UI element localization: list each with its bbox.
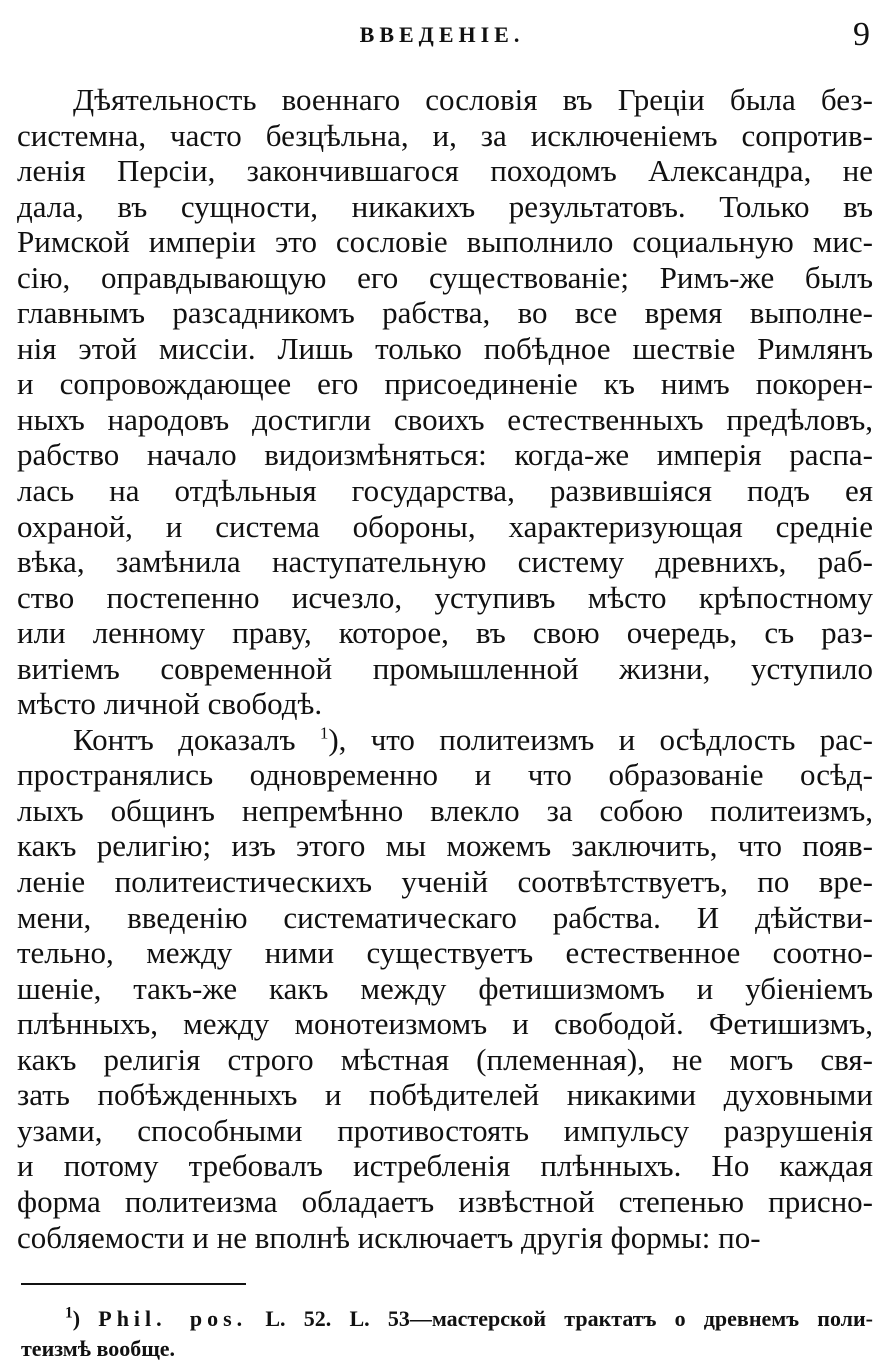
paragraph-line: сію, оправдывающую его существованіе; Римъ-же былъ (17, 259, 873, 295)
paragraph-line: рабство начало видоизмѣняться: когда-же имперія распа- (17, 437, 873, 473)
footnote-divider (21, 1283, 246, 1285)
footnote-reference[interactable]: 1 (319, 723, 329, 743)
paragraph-line: и потому требовалъ истребленія плѣнныхъ. Но каждая (17, 1148, 873, 1184)
footnote-source: Phil. pos. (98, 1306, 248, 1331)
paragraph-line (17, 722, 873, 758)
paragraph-line: леніе политеистическихъ ученій соотвѣтствуетъ, по вре- (17, 864, 873, 900)
footnote (21, 1304, 873, 1364)
paragraph-line: плѣнныхъ, между монотеизмомъ и свободой. Фетишизмъ, (17, 1006, 873, 1042)
paragraph-line: какъ религія строго мѣстная (племенная), не могъ свя- (17, 1041, 873, 1077)
paragraph-line: форма политеизма обладаетъ извѣстной степенью присно- (17, 1183, 873, 1219)
paragraph-line: пространялись одновременно и что образованіе осѣд- (17, 757, 873, 793)
paragraph-line: вѣка, замѣнила наступательную систему древнихъ, раб- (17, 544, 873, 580)
paragraph-line: дала, въ сущности, никакихъ результатовъ. Только въ (17, 188, 873, 224)
paragraph-2 (17, 722, 873, 1255)
paragraph-line: узами, способными противостоять импульсу разрушенія (17, 1112, 873, 1148)
paragraph-line: и сопровождающее его присоединеніе къ нимъ покорен- (17, 366, 873, 402)
paragraph-1 (17, 82, 873, 722)
paragraph-line: зать побѣжденныхъ и побѣдителей никакими духовными (17, 1077, 873, 1113)
footnote-line: теизмѣ вообще. (21, 1336, 176, 1361)
paragraph-line: или ленному праву, которое, въ свою очередь, съ раз- (17, 615, 873, 651)
paragraph-line: мени, введенію систематическаго рабства. И дѣйстви- (17, 899, 873, 935)
paragraph-line: какъ религію; изъ этого мы можемъ заключить, что появ- (17, 828, 873, 864)
paragraph-line: шеніе, такъ-же какъ между фетишизмомъ и убіеніемъ (17, 970, 873, 1006)
paragraph-line: витіемъ современной промышленной жизни, уступило (17, 650, 873, 686)
paragraph-line: охраной, и система обороны, характеризующая средніе (17, 508, 873, 544)
paragraph-line: ство постепенно исчезло, уступивъ мѣсто крѣпостному (17, 579, 873, 615)
paragraph-line: ленія Персіи, закончившагося походомъ Александра, не (17, 153, 873, 189)
footnote-line: $^1$) Phil. pos. L. 52. L. 53—мастерской трактатъ о древнемъ поли- (65, 1304, 873, 1331)
paragraph-line: ныхъ народовъ достигли своихъ естественныхъ предѣловъ, (17, 401, 873, 437)
paragraph-line: мѣсто личной свободѣ. (17, 686, 323, 722)
paragraph-line: Римской имперіи это сословіе выполнило социальную мис- (17, 224, 873, 260)
footnote-marker: 1 (65, 1304, 73, 1322)
paragraph-line: системна, часто безцѣльна, и, за исключеніемъ сопротив- (17, 117, 873, 153)
paragraph-line: собляемости и не вполнѣ исключаетъ другія формы: по- (17, 1219, 761, 1255)
body-text (17, 82, 873, 1255)
running-title: ВВЕДЕНІЕ. (359, 22, 525, 47)
line-text: ), что политеизмъ и осѣдлость рас- (328, 721, 873, 757)
paragraph-line: нія этой миссіи. Лишь только побѣдное шествіе Римлянъ (17, 330, 873, 366)
line-text: Контъ доказалъ (73, 721, 320, 757)
paragraph-line: тельно, между ними существуетъ естественное соотно- (17, 935, 873, 971)
page-header (0, 16, 884, 56)
paragraph-line: лась на отдѣльныя государства, развившіяся подъ ея (17, 473, 873, 509)
page-number: 9 (853, 16, 870, 53)
paragraph-line: Дѣятельность военнаго сословія въ Греціи была без- (73, 82, 873, 117)
paragraph-line: лыхъ общинъ непремѣнно влекло за собою политеизмъ, (17, 792, 873, 828)
footnote-text: L. 52. L. 53—мастерской трактатъ о древнемъ поли- (247, 1306, 873, 1331)
paragraph-line: главнымъ разсадникомъ рабства, во все время выполне- (17, 295, 873, 331)
